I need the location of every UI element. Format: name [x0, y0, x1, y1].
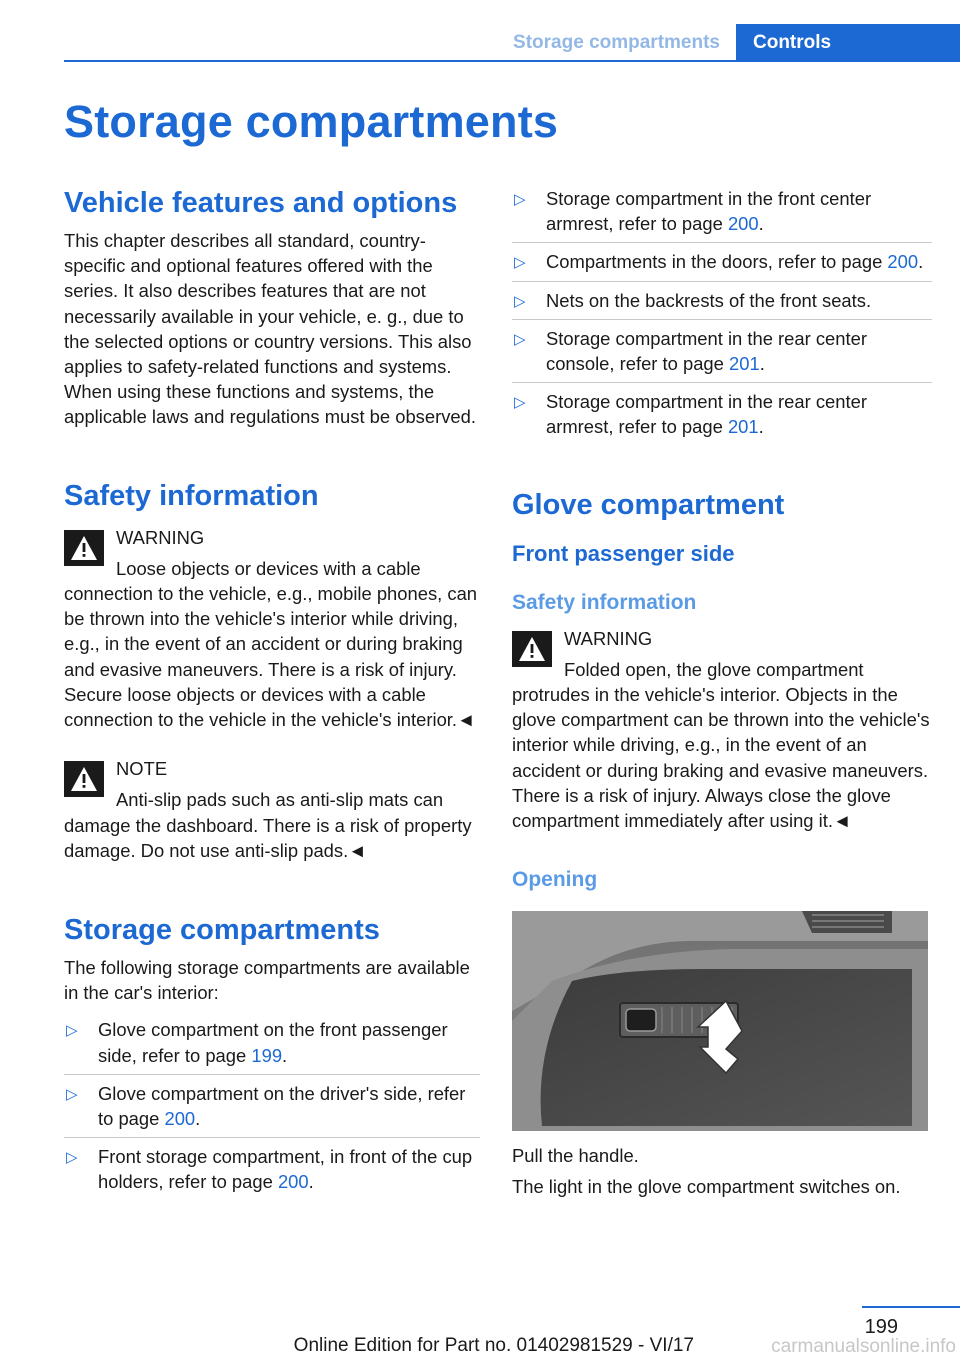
storage-list-left	[64, 1015, 480, 1200]
triangle-bullet-icon: ▷	[514, 330, 526, 348]
note-label: NOTE	[116, 758, 168, 780]
warning-text: Loose objects or devices with a cable connection to the vehicle, e.g., mobile phones, can be thrown into the vehicle's interior while driving, e.g., in the event of an accident or during braking and evasive maneuvers. There is a risk of injury. Secure loose objects or devices with a cable connection to the vehicle in the vehicle's interior.◄	[64, 557, 478, 731]
glove-safety-heading: Safety information	[512, 590, 697, 614]
opening-heading: Opening	[512, 868, 598, 892]
list-item: ▷ Glove compartment on the driver's side, refer to page 200.	[64, 1075, 480, 1138]
storage-list-right	[512, 184, 932, 446]
page-link[interactable]: 200	[887, 251, 919, 273]
warning-triangle-icon	[512, 631, 552, 667]
glove-warning-text: Folded open, the glove compartment protrudes in the vehicle's interior. Objects in the glove compartment can be thrown into the vehicle's interior while driving, e.g., in the event of an accident or during braking and evasive maneuvers. There is a risk of injury. Always close the glove compartment immediately after using it.◄	[512, 658, 930, 832]
triangle-bullet-icon: ▷	[66, 1022, 78, 1040]
page-link[interactable]: 200	[727, 213, 759, 235]
triangle-bullet-icon: ▷	[66, 1149, 78, 1167]
warning-label: WARNING	[564, 627, 653, 649]
triangle-bullet-icon: ▷	[514, 292, 526, 310]
note-block	[64, 756, 480, 863]
page-title: Storage compartments	[64, 96, 559, 147]
page-link[interactable]: 201	[727, 416, 759, 438]
glove-warning-block	[512, 626, 932, 834]
note-text: Anti-slip pads such as anti-slip mats can damage the dashboard. There is a risk of property damage. Do not use anti-slip pads.◄	[64, 789, 472, 861]
page-link[interactable]: 201	[729, 353, 760, 375]
triangle-bullet-icon: ▷	[514, 394, 526, 412]
vehicle-features-heading: Vehicle features and options	[64, 187, 458, 219]
safety-info-heading: Safety information	[64, 479, 319, 512]
vehicle-features-text: This chapter describes all standard, country-specific and optional features offered with the series. It also describes features that are not necessarily available in your vehicle, e. g., due to the selected options or country versions. This also applies to safety-related functions and systems. When using these functions and systems, the applicable laws and regulations must be observed.	[64, 230, 476, 428]
list-item: ▷ Nets on the backrests of the front seats.	[512, 282, 932, 320]
header-chapter-tab: Controls	[736, 24, 960, 62]
header-rule	[64, 60, 960, 62]
step-pull-handle: Pull the handle.	[512, 1145, 639, 1167]
list-item: ▷ Glove compartment on the front passenger side, refer to page 199.	[64, 1015, 480, 1074]
warning-triangle-icon	[64, 530, 104, 566]
list-item: ▷ Compartments in the doors, refer to page 200.	[512, 243, 932, 281]
page-link[interactable]: 200	[164, 1108, 196, 1130]
edition-label: Online Edition for Part no. 01402981529 - VI/17	[293, 1335, 694, 1356]
warning-label: WARNING	[116, 526, 205, 548]
list-item: ▷ Storage compartment in the rear center console, refer to page 201.	[512, 320, 932, 383]
footer-rule	[862, 1306, 960, 1308]
watermark: carmanualsonline.info	[771, 1336, 956, 1357]
storage-heading: Storage compartments	[64, 914, 380, 947]
header-section-title: Storage compartments	[513, 32, 720, 53]
page-link[interactable]: 199	[251, 1044, 283, 1066]
page-link[interactable]: 200	[277, 1171, 309, 1193]
list-item: ▷ Storage compartment in the rear center armrest, refer to page 201.	[514, 391, 867, 438]
storage-intro: The following storage compartments are available in the car's interior:	[64, 957, 470, 1004]
note-triangle-icon	[64, 761, 104, 797]
list-item: ▷ Storage compartment in the front center armrest, refer to page 200.	[512, 184, 932, 243]
left-column	[64, 184, 480, 1201]
right-column	[512, 184, 932, 1200]
page-number: 199	[864, 1316, 898, 1338]
warning-block	[64, 525, 480, 733]
triangle-bullet-icon: ▷	[66, 1085, 78, 1103]
triangle-bullet-icon: ▷	[514, 191, 526, 208]
glove-compartment-heading: Glove compartment	[512, 488, 785, 521]
triangle-bullet-icon: ▷	[514, 254, 526, 272]
glove-compartment-photo	[512, 911, 928, 1131]
front-passenger-side-heading: Front passenger side	[512, 540, 735, 566]
step-light-on: The light in the glove compartment switches on.	[512, 1176, 901, 1198]
list-item: ▷ Front storage compartment, in front of the cup holders, refer to page 200.	[66, 1146, 473, 1193]
